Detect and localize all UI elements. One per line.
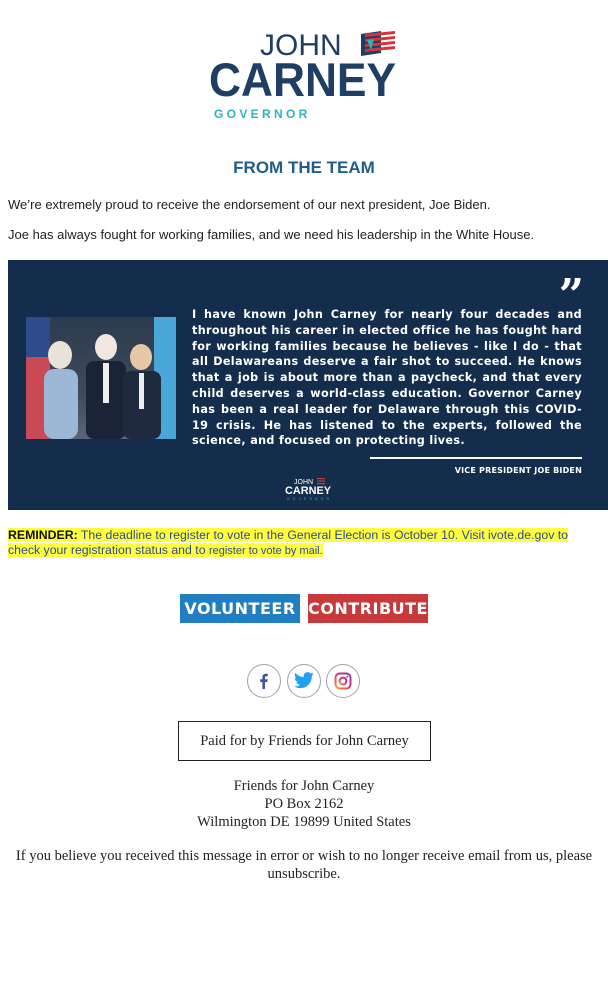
body-paragraph-2: Joe has always fought for working families, and we need his leadership in the White House. <box>8 227 535 242</box>
register-by-mail-link[interactable]: register to vote by mail. <box>208 545 323 557</box>
body-paragraph-1: We’re extremely proud to receive the endorsement of our next president, Joe Biden. <box>8 197 491 212</box>
address-line-2: PO Box 2162 <box>264 796 344 812</box>
logo-first-name: JOHN <box>260 29 342 62</box>
logo-last-name: CARNEY <box>209 53 396 106</box>
paid-for-disclaimer: Paid for by Friends for John Carney <box>178 721 431 761</box>
endorsement-quote: I have known John Carney for nearly four decades and throughout his career in elected office he has fought hard for working families because he believes - like I do - that all Delawareans deserve a fair shot to succeed. He knows that a job is about more than a paycheck, and that every child deserves a world-class education. Governor Carney has been a real leader for Delaware through this COVID-19 crisis. He has listened to the experts, followed the science, and focused on protecting lives. <box>192 308 582 448</box>
quote-icon: ” <box>558 270 584 321</box>
facebook-icon[interactable] <box>247 664 281 698</box>
voter-registration-reminder <box>8 528 593 559</box>
reminder-text: The deadline to register to vote in the General Election is October 10. Visit ivote.de.gov to check your registration status and to <box>8 528 569 557</box>
john-carney-logo <box>0 28 608 120</box>
svg-text:JOHN: JOHN <box>294 479 314 486</box>
contribute-button[interactable]: CONTRIBUTE <box>308 594 428 623</box>
quote-attribution: VICE PRESIDENT JOE BIDEN <box>454 466 582 475</box>
mini-logo <box>284 476 332 502</box>
twitter-icon[interactable] <box>287 664 321 698</box>
address-line-1: Friends for John Carney <box>233 778 375 794</box>
quote-divider <box>370 457 582 459</box>
unsubscribe-notice[interactable]: If you believe you received this message in error or wish to no longer receive email from us, please unsubscribe. <box>15 848 593 882</box>
endorsement-banner <box>8 260 608 510</box>
endorsement-photo <box>26 317 176 439</box>
page-title: FROM THE TEAM <box>233 158 375 177</box>
mailing-address <box>0 777 608 831</box>
svg-text:GOVERNOR: GOVERNOR <box>287 497 329 501</box>
svg-text:CARNEY: CARNEY <box>285 485 332 497</box>
address-line-3: Wilmington DE 19899 United States <box>197 814 411 830</box>
instagram-icon[interactable] <box>326 664 360 698</box>
reminder-label: REMINDER: <box>8 528 78 542</box>
logo-title: G O V E R N O R <box>214 107 308 120</box>
volunteer-button[interactable]: VOLUNTEER <box>180 594 300 623</box>
